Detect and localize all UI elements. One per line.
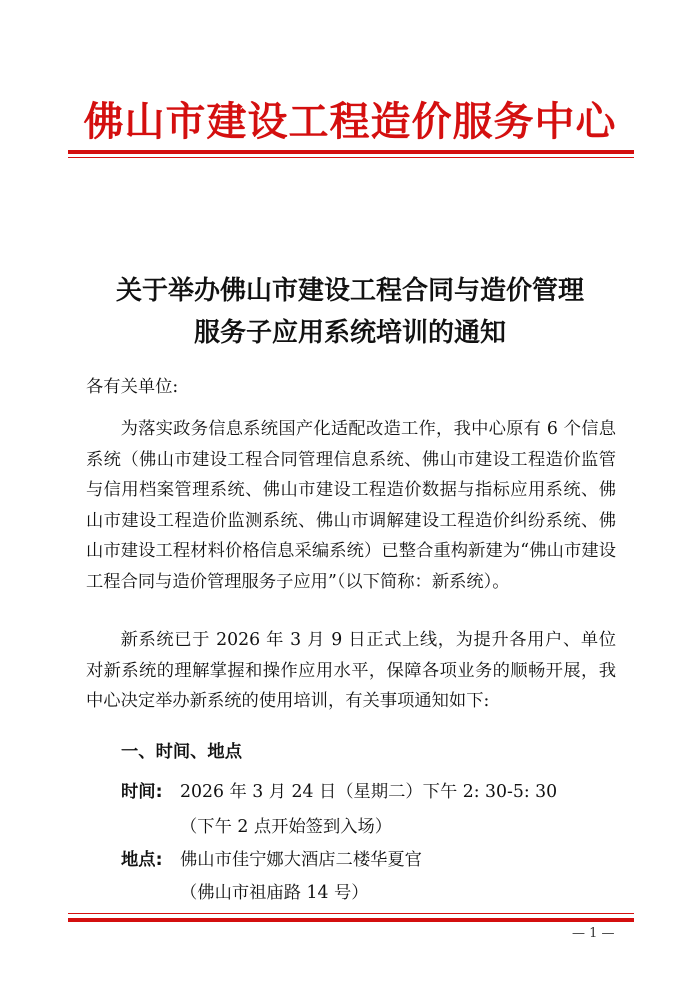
- header-rule-thin: [68, 157, 634, 158]
- header-rule-thick: [68, 150, 634, 154]
- footer-rule-thin: [68, 913, 634, 914]
- paragraph-1: 为落实政务信息系统国产化适配改造工作，我中心原有 6 个信息系统（佛山市建设工程合同管理信息系统、佛山市建设工程造价监管与信用档案管理系统、佛山市建设工程造价数据与指标应用系统、佛山市建设工程造价监测系统、佛山市调解建设工程造价纠纷系统、佛山市建设工程材料价格信息采编系统）已整合重构新建为“佛山市建设工程合同与造价管理服务子应用”（以下简称：新系统）。: [86, 419, 616, 592]
- place-value: 佛山市佳宁娜大酒店二楼华夏官: [180, 850, 422, 870]
- time-value: 2026 年 3 月 24 日（星期二）下午 2: 30-5: 30: [180, 782, 558, 802]
- time-label: 时间:: [121, 782, 163, 802]
- page-number: — 1 —: [572, 926, 615, 941]
- footer-rule-thick: [68, 918, 634, 922]
- section-heading-time-place: 一、时间、地点: [121, 742, 242, 762]
- place-note: （佛山市祖庙路 14 号）: [180, 883, 369, 903]
- paragraph-2: 新系统已于 2026 年 3 月 9 日正式上线，为提升各用户、单位对新系统的理解掌握和操作应用水平，保障各项业务的顺畅开展，我中心决定举办新系统的使用培训，有关事项通知如下:: [86, 630, 616, 711]
- place-label: 地点:: [121, 850, 163, 870]
- doc-title-line2: 服务子应用系统培训的通知: [193, 318, 506, 348]
- org-header: 佛山市建设工程造价服务中心: [83, 99, 617, 145]
- time-note: （下午 2 点开始签到入场）: [180, 817, 393, 837]
- salutation: 各有关单位:: [86, 377, 179, 397]
- doc-title-line1: 关于举办佛山市建设工程合同与造价管理: [115, 276, 584, 306]
